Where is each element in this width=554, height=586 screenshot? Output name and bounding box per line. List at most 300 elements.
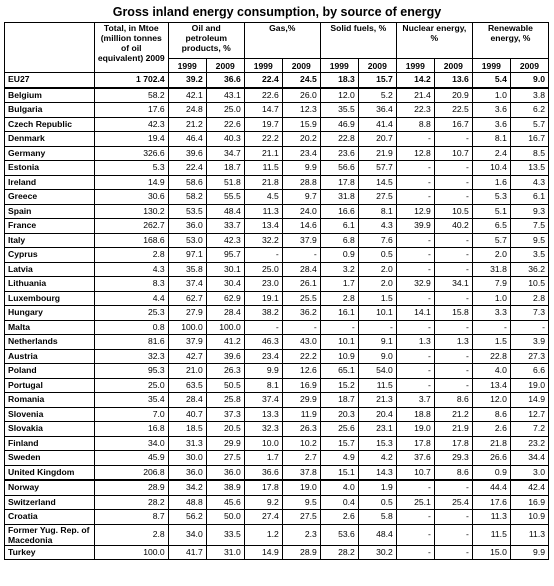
- value-cell: 14.9: [244, 545, 282, 560]
- value-cell: 34.4: [510, 451, 548, 466]
- value-cell: -: [434, 233, 472, 248]
- value-cell: 33.7: [206, 219, 244, 234]
- year-header: 1999: [396, 59, 434, 73]
- value-cell: -: [434, 175, 472, 190]
- oil-header: Oil and petroleum products, %: [168, 23, 244, 59]
- value-cell: 23.6: [320, 146, 358, 161]
- value-cell: 1.5: [358, 291, 396, 306]
- value-cell: 12.6: [282, 364, 320, 379]
- value-cell: 130.2: [94, 204, 168, 219]
- value-cell: -: [358, 320, 396, 335]
- year-header: 2009: [282, 59, 320, 73]
- value-cell: 37.4: [168, 277, 206, 292]
- value-cell: 21.8: [472, 436, 510, 451]
- value-cell: 12.0: [472, 393, 510, 408]
- value-cell: 39.9: [396, 219, 434, 234]
- value-cell: 36.0: [206, 465, 244, 480]
- country-cell: Slovenia: [5, 407, 95, 422]
- value-cell: 57.7: [358, 161, 396, 176]
- value-cell: 37.9: [282, 233, 320, 248]
- value-cell: 9.2: [244, 495, 282, 510]
- value-cell: 8.6: [434, 393, 472, 408]
- value-cell: 45.6: [206, 495, 244, 510]
- country-cell: Luxembourg: [5, 291, 95, 306]
- value-cell: 41.4: [358, 117, 396, 132]
- value-cell: 15.1: [320, 465, 358, 480]
- country-cell: Turkey: [5, 545, 95, 560]
- value-cell: 9.9: [510, 545, 548, 560]
- value-cell: 1.0: [472, 291, 510, 306]
- value-cell: 19.0: [510, 378, 548, 393]
- gas-header: Gas,%: [244, 23, 320, 59]
- value-cell: 25.0: [94, 378, 168, 393]
- table-row: [5, 495, 549, 510]
- table-row: [5, 88, 549, 103]
- value-cell: 7.3: [510, 306, 548, 321]
- value-cell: 15.2: [320, 378, 358, 393]
- value-cell: 43.1: [206, 88, 244, 103]
- value-cell: 20.3: [320, 407, 358, 422]
- value-cell: 31.0: [206, 545, 244, 560]
- value-cell: 56.6: [320, 161, 358, 176]
- value-cell: -: [434, 364, 472, 379]
- value-cell: 33.5: [206, 524, 244, 545]
- country-cell: Slovakia: [5, 422, 95, 437]
- value-cell: 39.2: [168, 73, 206, 88]
- value-cell: 37.9: [168, 335, 206, 350]
- value-cell: 29.3: [434, 451, 472, 466]
- value-cell: 0.5: [358, 495, 396, 510]
- value-cell: 38.2: [244, 306, 282, 321]
- value-cell: 10.5: [510, 277, 548, 292]
- value-cell: 65.1: [320, 364, 358, 379]
- value-cell: 0.8: [94, 320, 168, 335]
- value-cell: 5.3: [472, 190, 510, 205]
- value-cell: 36.2: [510, 262, 548, 277]
- value-cell: 46.3: [244, 335, 282, 350]
- value-cell: 10.2: [282, 436, 320, 451]
- value-cell: 25.3: [94, 306, 168, 321]
- value-cell: 6.2: [510, 103, 548, 118]
- value-cell: 100.0: [168, 320, 206, 335]
- value-cell: -: [282, 248, 320, 263]
- value-cell: -: [434, 545, 472, 560]
- value-cell: 28.4: [282, 262, 320, 277]
- value-cell: -: [396, 480, 434, 495]
- value-cell: 31.8: [320, 190, 358, 205]
- value-cell: 41.2: [206, 335, 244, 350]
- value-cell: 54.0: [358, 364, 396, 379]
- value-cell: 12.3: [282, 103, 320, 118]
- value-cell: -: [396, 190, 434, 205]
- table-row: [5, 306, 549, 321]
- value-cell: 26.3: [206, 364, 244, 379]
- value-cell: 8.3: [94, 277, 168, 292]
- country-cell: Denmark: [5, 132, 95, 147]
- table-row: [5, 451, 549, 466]
- value-cell: 7.5: [510, 219, 548, 234]
- value-cell: 26.0: [282, 88, 320, 103]
- value-cell: 7.0: [94, 407, 168, 422]
- value-cell: -: [434, 480, 472, 495]
- value-cell: 18.8: [396, 407, 434, 422]
- value-cell: 10.9: [320, 349, 358, 364]
- table-title: Gross inland energy consumption, by source of energy: [112, 5, 442, 19]
- value-cell: 6.1: [510, 190, 548, 205]
- value-cell: 32.3: [244, 422, 282, 437]
- value-cell: 1.3: [396, 335, 434, 350]
- value-cell: -: [396, 510, 434, 525]
- value-cell: 6.5: [472, 219, 510, 234]
- value-cell: 15.0: [472, 545, 510, 560]
- table-row: [5, 465, 549, 480]
- value-cell: 19.1: [244, 291, 282, 306]
- value-cell: -: [244, 320, 282, 335]
- value-cell: 17.6: [472, 495, 510, 510]
- value-cell: 2.8: [510, 291, 548, 306]
- country-cell: Finland: [5, 436, 95, 451]
- value-cell: 11.9: [282, 407, 320, 422]
- value-cell: 22.2: [282, 349, 320, 364]
- value-cell: 16.6: [320, 204, 358, 219]
- value-cell: -: [396, 161, 434, 176]
- value-cell: 35.8: [168, 262, 206, 277]
- value-cell: 95.3: [94, 364, 168, 379]
- value-cell: 7.2: [510, 422, 548, 437]
- value-cell: 2.8: [320, 291, 358, 306]
- table-row: [5, 132, 549, 147]
- value-cell: 31.8: [472, 262, 510, 277]
- value-cell: -: [396, 175, 434, 190]
- country-cell: Czech Republic: [5, 117, 95, 132]
- value-cell: 48.8: [168, 495, 206, 510]
- table-row: [5, 480, 549, 495]
- value-cell: 34.0: [94, 436, 168, 451]
- value-cell: -: [396, 248, 434, 263]
- value-cell: 48.4: [206, 204, 244, 219]
- value-cell: 17.6: [94, 103, 168, 118]
- value-cell: 20.5: [206, 422, 244, 437]
- value-cell: -: [396, 524, 434, 545]
- value-cell: 2.6: [320, 510, 358, 525]
- value-cell: 17.8: [320, 175, 358, 190]
- value-cell: 31.3: [168, 436, 206, 451]
- value-cell: 10.9: [510, 510, 548, 525]
- value-cell: 8.1: [472, 132, 510, 147]
- table-row: [5, 422, 549, 437]
- value-cell: 26.1: [282, 277, 320, 292]
- value-cell: 34.1: [434, 277, 472, 292]
- value-cell: 8.1: [244, 378, 282, 393]
- value-cell: 30.1: [206, 262, 244, 277]
- value-cell: 42.7: [168, 349, 206, 364]
- value-cell: 27.3: [510, 349, 548, 364]
- value-cell: 2.6: [472, 422, 510, 437]
- value-cell: 25.6: [320, 422, 358, 437]
- table-row: [5, 161, 549, 176]
- value-cell: 23.4: [282, 146, 320, 161]
- value-cell: 25.0: [206, 103, 244, 118]
- value-cell: 50.5: [206, 378, 244, 393]
- value-cell: -: [434, 190, 472, 205]
- value-cell: 24.0: [282, 204, 320, 219]
- value-cell: 37.3: [206, 407, 244, 422]
- value-cell: -: [396, 320, 434, 335]
- value-cell: 28.4: [168, 393, 206, 408]
- country-cell: EU27: [5, 73, 95, 88]
- value-cell: 22.4: [244, 73, 282, 88]
- total-header: Total, in Mtoe (million tonnes of oil equivalent) 2009: [94, 23, 168, 73]
- value-cell: 2.0: [358, 277, 396, 292]
- value-cell: 4.4: [94, 291, 168, 306]
- value-cell: -: [396, 262, 434, 277]
- value-cell: 35.4: [94, 393, 168, 408]
- value-cell: 4.3: [358, 219, 396, 234]
- year-header: 2009: [510, 59, 548, 73]
- table-row: [5, 349, 549, 364]
- value-cell: -: [320, 320, 358, 335]
- table-row: [5, 175, 549, 190]
- country-cell: United Kingdom: [5, 465, 95, 480]
- value-cell: 10.1: [358, 306, 396, 321]
- value-cell: 10.7: [434, 146, 472, 161]
- value-cell: 2.8: [94, 248, 168, 263]
- value-cell: 1.7: [320, 277, 358, 292]
- value-cell: 12.0: [320, 88, 358, 103]
- value-cell: 22.8: [472, 349, 510, 364]
- value-cell: 42.3: [94, 117, 168, 132]
- country-cell: Sweden: [5, 451, 95, 466]
- value-cell: 13.4: [472, 378, 510, 393]
- value-cell: -: [434, 248, 472, 263]
- value-cell: 14.6: [282, 219, 320, 234]
- value-cell: 22.6: [206, 117, 244, 132]
- value-cell: 17.8: [396, 436, 434, 451]
- value-cell: 1.7: [244, 451, 282, 466]
- value-cell: -: [244, 248, 282, 263]
- value-cell: 22.2: [244, 132, 282, 147]
- value-cell: 58.2: [168, 190, 206, 205]
- value-cell: -: [472, 320, 510, 335]
- value-cell: 326.6: [94, 146, 168, 161]
- value-cell: 7.9: [472, 277, 510, 292]
- value-cell: 19.7: [244, 117, 282, 132]
- table-row: [5, 407, 549, 422]
- value-cell: 1.6: [472, 175, 510, 190]
- value-cell: 0.9: [472, 465, 510, 480]
- value-cell: 9.5: [510, 233, 548, 248]
- table-row: [5, 103, 549, 118]
- value-cell: 22.8: [320, 132, 358, 147]
- value-cell: -: [434, 132, 472, 147]
- value-cell: -: [282, 320, 320, 335]
- value-cell: 30.2: [358, 545, 396, 560]
- value-cell: -: [434, 349, 472, 364]
- value-cell: 21.9: [434, 422, 472, 437]
- value-cell: 9.0: [358, 349, 396, 364]
- country-cell: France: [5, 219, 95, 234]
- value-cell: 25.4: [434, 495, 472, 510]
- value-cell: 48.4: [358, 524, 396, 545]
- year-header: 1999: [320, 59, 358, 73]
- value-cell: 38.9: [206, 480, 244, 495]
- value-cell: 7.6: [358, 233, 396, 248]
- value-cell: 63.5: [168, 378, 206, 393]
- value-cell: -: [396, 378, 434, 393]
- value-cell: 30.4: [206, 277, 244, 292]
- value-cell: 40.3: [206, 132, 244, 147]
- value-cell: -: [396, 291, 434, 306]
- value-cell: 4.3: [94, 262, 168, 277]
- value-cell: 12.9: [396, 204, 434, 219]
- value-cell: 5.4: [472, 73, 510, 88]
- value-cell: 11.3: [244, 204, 282, 219]
- country-cell: Italy: [5, 233, 95, 248]
- value-cell: 100.0: [206, 320, 244, 335]
- table-body: [5, 73, 549, 560]
- country-cell: Belgium: [5, 88, 95, 103]
- table-row: [5, 545, 549, 560]
- value-cell: 8.1: [358, 204, 396, 219]
- value-cell: 28.9: [94, 480, 168, 495]
- value-cell: 16.7: [434, 117, 472, 132]
- value-cell: 27.5: [206, 451, 244, 466]
- value-cell: 1.5: [472, 335, 510, 350]
- value-cell: 8.6: [434, 465, 472, 480]
- value-cell: 3.6: [472, 103, 510, 118]
- value-cell: 2.0: [472, 248, 510, 263]
- nuclear-header: Nuclear energy, %: [396, 23, 472, 59]
- value-cell: 11.3: [510, 524, 548, 545]
- value-cell: 8.5: [510, 146, 548, 161]
- value-cell: 17.8: [244, 480, 282, 495]
- value-cell: 5.7: [472, 233, 510, 248]
- value-cell: 55.5: [206, 190, 244, 205]
- value-cell: 30.0: [168, 451, 206, 466]
- value-cell: -: [434, 378, 472, 393]
- value-cell: 26.6: [472, 451, 510, 466]
- value-cell: 95.7: [206, 248, 244, 263]
- table-row: [5, 117, 549, 132]
- value-cell: -: [396, 545, 434, 560]
- value-cell: 36.0: [168, 219, 206, 234]
- value-cell: 14.7: [244, 103, 282, 118]
- value-cell: 2.4: [472, 146, 510, 161]
- value-cell: 23.1: [358, 422, 396, 437]
- value-cell: 206.8: [94, 465, 168, 480]
- value-cell: 58.2: [94, 88, 168, 103]
- value-cell: 2.7: [282, 451, 320, 466]
- value-cell: 14.1: [396, 306, 434, 321]
- value-cell: 8.7: [94, 510, 168, 525]
- value-cell: 19.0: [282, 480, 320, 495]
- value-cell: 1.3: [434, 335, 472, 350]
- country-cell: Latvia: [5, 262, 95, 277]
- value-cell: 27.5: [358, 190, 396, 205]
- value-cell: 56.2: [168, 510, 206, 525]
- value-cell: 62.9: [206, 291, 244, 306]
- value-cell: 97.1: [168, 248, 206, 263]
- country-cell: Netherlands: [5, 335, 95, 350]
- value-cell: 36.0: [168, 465, 206, 480]
- value-cell: 12.8: [396, 146, 434, 161]
- value-cell: 20.2: [282, 132, 320, 147]
- value-cell: 25.5: [282, 291, 320, 306]
- table-row: [5, 436, 549, 451]
- value-cell: 13.3: [244, 407, 282, 422]
- year-header: 2009: [358, 59, 396, 73]
- value-cell: 42.1: [168, 88, 206, 103]
- country-cell: Malta: [5, 320, 95, 335]
- value-cell: 20.9: [434, 88, 472, 103]
- value-cell: -: [434, 524, 472, 545]
- value-cell: 9.1: [358, 335, 396, 350]
- value-cell: 11.5: [244, 161, 282, 176]
- value-cell: 18.7: [206, 161, 244, 176]
- value-cell: 3.7: [396, 393, 434, 408]
- value-cell: -: [434, 291, 472, 306]
- value-cell: 23.4: [244, 349, 282, 364]
- value-cell: 16.8: [94, 422, 168, 437]
- value-cell: 262.7: [94, 219, 168, 234]
- value-cell: 24.8: [168, 103, 206, 118]
- value-cell: 37.6: [396, 451, 434, 466]
- value-cell: 5.8: [358, 510, 396, 525]
- renewable-header: Renewable energy, %: [472, 23, 548, 59]
- value-cell: 32.9: [396, 277, 434, 292]
- value-cell: 4.0: [320, 480, 358, 495]
- value-cell: 30.6: [94, 190, 168, 205]
- value-cell: 15.7: [320, 436, 358, 451]
- country-cell: Croatia: [5, 510, 95, 525]
- country-cell: Portugal: [5, 378, 95, 393]
- value-cell: 21.8: [244, 175, 282, 190]
- solid-fuels-header: Solid fuels, %: [320, 23, 396, 59]
- value-cell: -: [396, 364, 434, 379]
- country-cell: Former Yug. Rep. of Macedonia: [5, 524, 95, 545]
- value-cell: 0.4: [320, 495, 358, 510]
- value-cell: 50.0: [206, 510, 244, 525]
- value-cell: 28.2: [320, 545, 358, 560]
- value-cell: 28.9: [282, 545, 320, 560]
- value-cell: 2.3: [282, 524, 320, 545]
- country-cell: Estonia: [5, 161, 95, 176]
- value-cell: 21.4: [396, 88, 434, 103]
- table-row: [5, 364, 549, 379]
- value-cell: 15.9: [282, 117, 320, 132]
- value-cell: 32.2: [244, 233, 282, 248]
- value-cell: 17.8: [434, 436, 472, 451]
- table-row: [5, 335, 549, 350]
- country-cell: Ireland: [5, 175, 95, 190]
- value-cell: 25.1: [396, 495, 434, 510]
- country-cell: Bulgaria: [5, 103, 95, 118]
- value-cell: 14.9: [510, 393, 548, 408]
- value-cell: 4.9: [320, 451, 358, 466]
- value-cell: -: [434, 320, 472, 335]
- value-cell: 16.9: [510, 495, 548, 510]
- value-cell: 5.2: [358, 88, 396, 103]
- value-cell: 22.3: [396, 103, 434, 118]
- value-cell: 1.2: [244, 524, 282, 545]
- value-cell: 14.2: [396, 73, 434, 88]
- country-cell: Cyprus: [5, 248, 95, 263]
- value-cell: 39.6: [206, 349, 244, 364]
- value-cell: 5.1: [472, 204, 510, 219]
- value-cell: 10.5: [434, 204, 472, 219]
- value-cell: -: [396, 233, 434, 248]
- value-cell: 2.8: [94, 524, 168, 545]
